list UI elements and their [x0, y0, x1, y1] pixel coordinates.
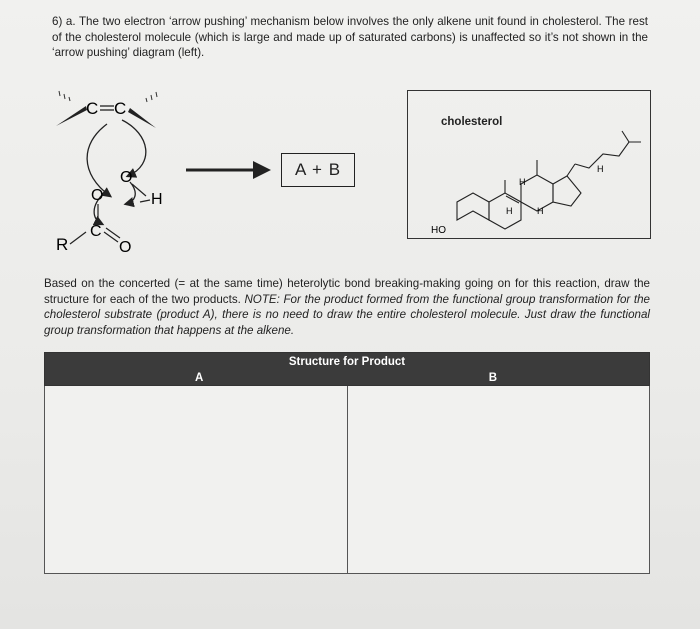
answer-table-header	[45, 353, 650, 386]
answer-cell-b[interactable]	[347, 386, 650, 574]
cholesterol-label: cholesterol	[441, 116, 503, 128]
wedge-bond-left	[56, 106, 87, 126]
carbonyl-o: O	[119, 239, 132, 256]
header-col-a: A	[195, 372, 204, 384]
hashed-bond-right	[146, 92, 157, 102]
alkene-c1: C	[86, 99, 99, 118]
product-box: A + B	[281, 153, 355, 187]
cholesterol-structure	[407, 90, 649, 237]
answer-table	[44, 352, 650, 574]
h-label-4: H	[597, 164, 604, 174]
h-label-2: H	[506, 206, 513, 216]
instructions	[44, 276, 650, 338]
header-col-b: B	[488, 372, 497, 384]
h-label-3: H	[537, 206, 544, 216]
question-number: 6) a.	[52, 15, 76, 28]
answer-cell-a[interactable]	[45, 386, 348, 574]
header-cell	[45, 353, 650, 386]
answer-table-row	[45, 386, 650, 574]
instructions-main: Based on the concerted (= at the same time) heterolytic bond breaking-making going on for this reaction, draw the structure for each of the two products.	[44, 277, 650, 306]
wedge-bond-right	[128, 108, 156, 128]
arrow-oh-to-c	[87, 124, 110, 196]
ho-label: HO	[431, 225, 446, 236]
r-group: R	[56, 235, 69, 254]
carbonyl-c: C	[90, 223, 102, 240]
peroxide-o1: O	[120, 169, 133, 186]
header-title: Structure for Product	[288, 356, 406, 368]
alkene-c2: C	[114, 99, 127, 118]
hashed-bond-left	[59, 91, 70, 101]
acid-h: H	[151, 191, 163, 208]
h-label-1: H	[519, 177, 526, 187]
peroxide-o2: O	[91, 187, 104, 204]
arrow-alkene-to-o	[122, 120, 146, 176]
instructions-note: NOTE: For the product formed from the functional group transformation for the cholesterol substrate (product A), there is no need to draw the entire cholesterol molecule. Just draw the functional group transformation that happens at the alkene.	[44, 292, 650, 337]
question-body: The two electron ‘arrow pushing’ mechanism below involves the only alkene unit found in cholesterol. The rest of the cholesterol molecule (which is large and made up of saturated carbons) is unaffected so it’s not shown in the ‘arrow pushing’ diagram (left).	[52, 15, 648, 59]
question-text	[52, 14, 648, 61]
